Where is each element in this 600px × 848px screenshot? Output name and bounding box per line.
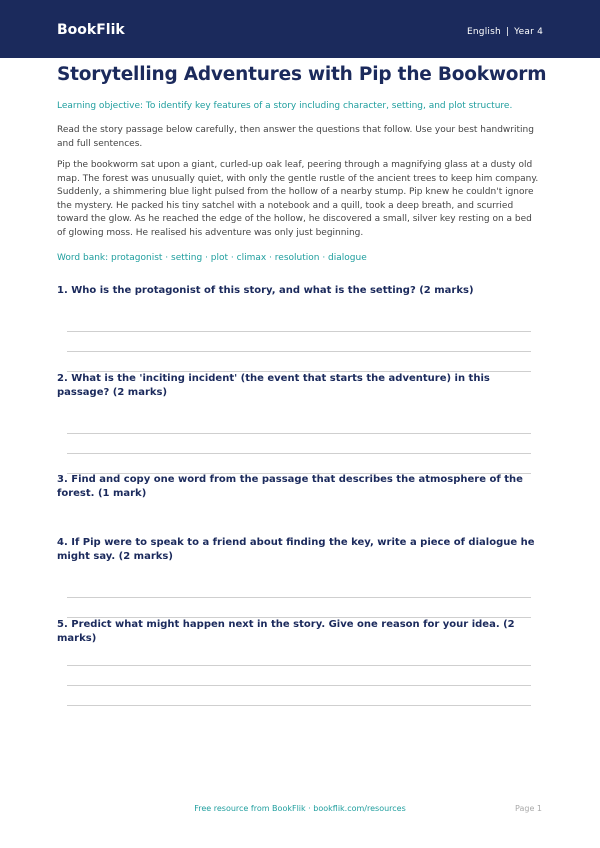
header-bar bbox=[0, 0, 600, 58]
question-5: 5. Predict what might happen next in the story. Give one reason for your idea. (2 marks) bbox=[57, 619, 515, 644]
question-4: 4. If Pip were to speak to a friend about finding the key, write a piece of dialogue he might say. (2 marks) bbox=[57, 537, 535, 562]
question-3: 3. Find and copy one word from the passage that describes the atmosphere of the forest. (1 mark) bbox=[57, 474, 523, 499]
question-2: 2. What is the 'inciting incident' (the event that starts the adventure) in this passage? (2 marks) bbox=[57, 373, 490, 398]
instructions-text: Read the story passage below carefully, then answer the questions that follow. Use your best handwriting and full sentences. bbox=[57, 125, 534, 149]
answer-line[interactable] bbox=[67, 705, 531, 706]
answer-line[interactable] bbox=[67, 351, 531, 352]
story-passage: Pip the bookworm sat upon a giant, curled-up oak leaf, peering through a magnifying glass at a dusty old map. The forest was unusually quiet, with only the gentle rustle of the ancient trees to keep him company. Suddenly, a shimmering blue light pulsed from the hollow of a nearby stump. Pip knew he couldn't ignore the mystery. He packed his tiny satchel with a notebook and a quill, took a deep breath, and scurried toward the glow. As he reached the edge of the hollow, he discovered a small, silver key resting on a bed of glowing moss. He realised his adventure was only just beginning. bbox=[57, 160, 539, 238]
learning-objective: Learning objective: To identify key features of a story including character, setting, and plot structure. bbox=[57, 101, 513, 111]
meta-separator: | bbox=[505, 27, 510, 37]
answer-line[interactable] bbox=[67, 597, 531, 598]
subject-label: English bbox=[467, 27, 501, 37]
word-bank: Word bank: protagonist · setting · plot · climax · resolution · dialogue bbox=[57, 253, 367, 263]
brand-logo[interactable]: BookFlik bbox=[57, 22, 125, 38]
worksheet-meta bbox=[467, 27, 543, 37]
answer-line[interactable] bbox=[67, 331, 531, 332]
answer-line[interactable] bbox=[67, 665, 531, 666]
year-label: Year 4 bbox=[514, 27, 543, 37]
question-1: 1. Who is the protagonist of this story, and what is the setting? (2 marks) bbox=[57, 285, 474, 296]
page-title: Storytelling Adventures with Pip the Bookworm bbox=[57, 64, 547, 85]
answer-line[interactable] bbox=[67, 685, 531, 686]
answer-line[interactable] bbox=[67, 433, 531, 434]
footer-link[interactable]: Free resource from BookFlik · bookflik.com/resources bbox=[194, 804, 406, 813]
page-number: Page 1 bbox=[515, 804, 542, 813]
answer-line[interactable] bbox=[67, 453, 531, 454]
